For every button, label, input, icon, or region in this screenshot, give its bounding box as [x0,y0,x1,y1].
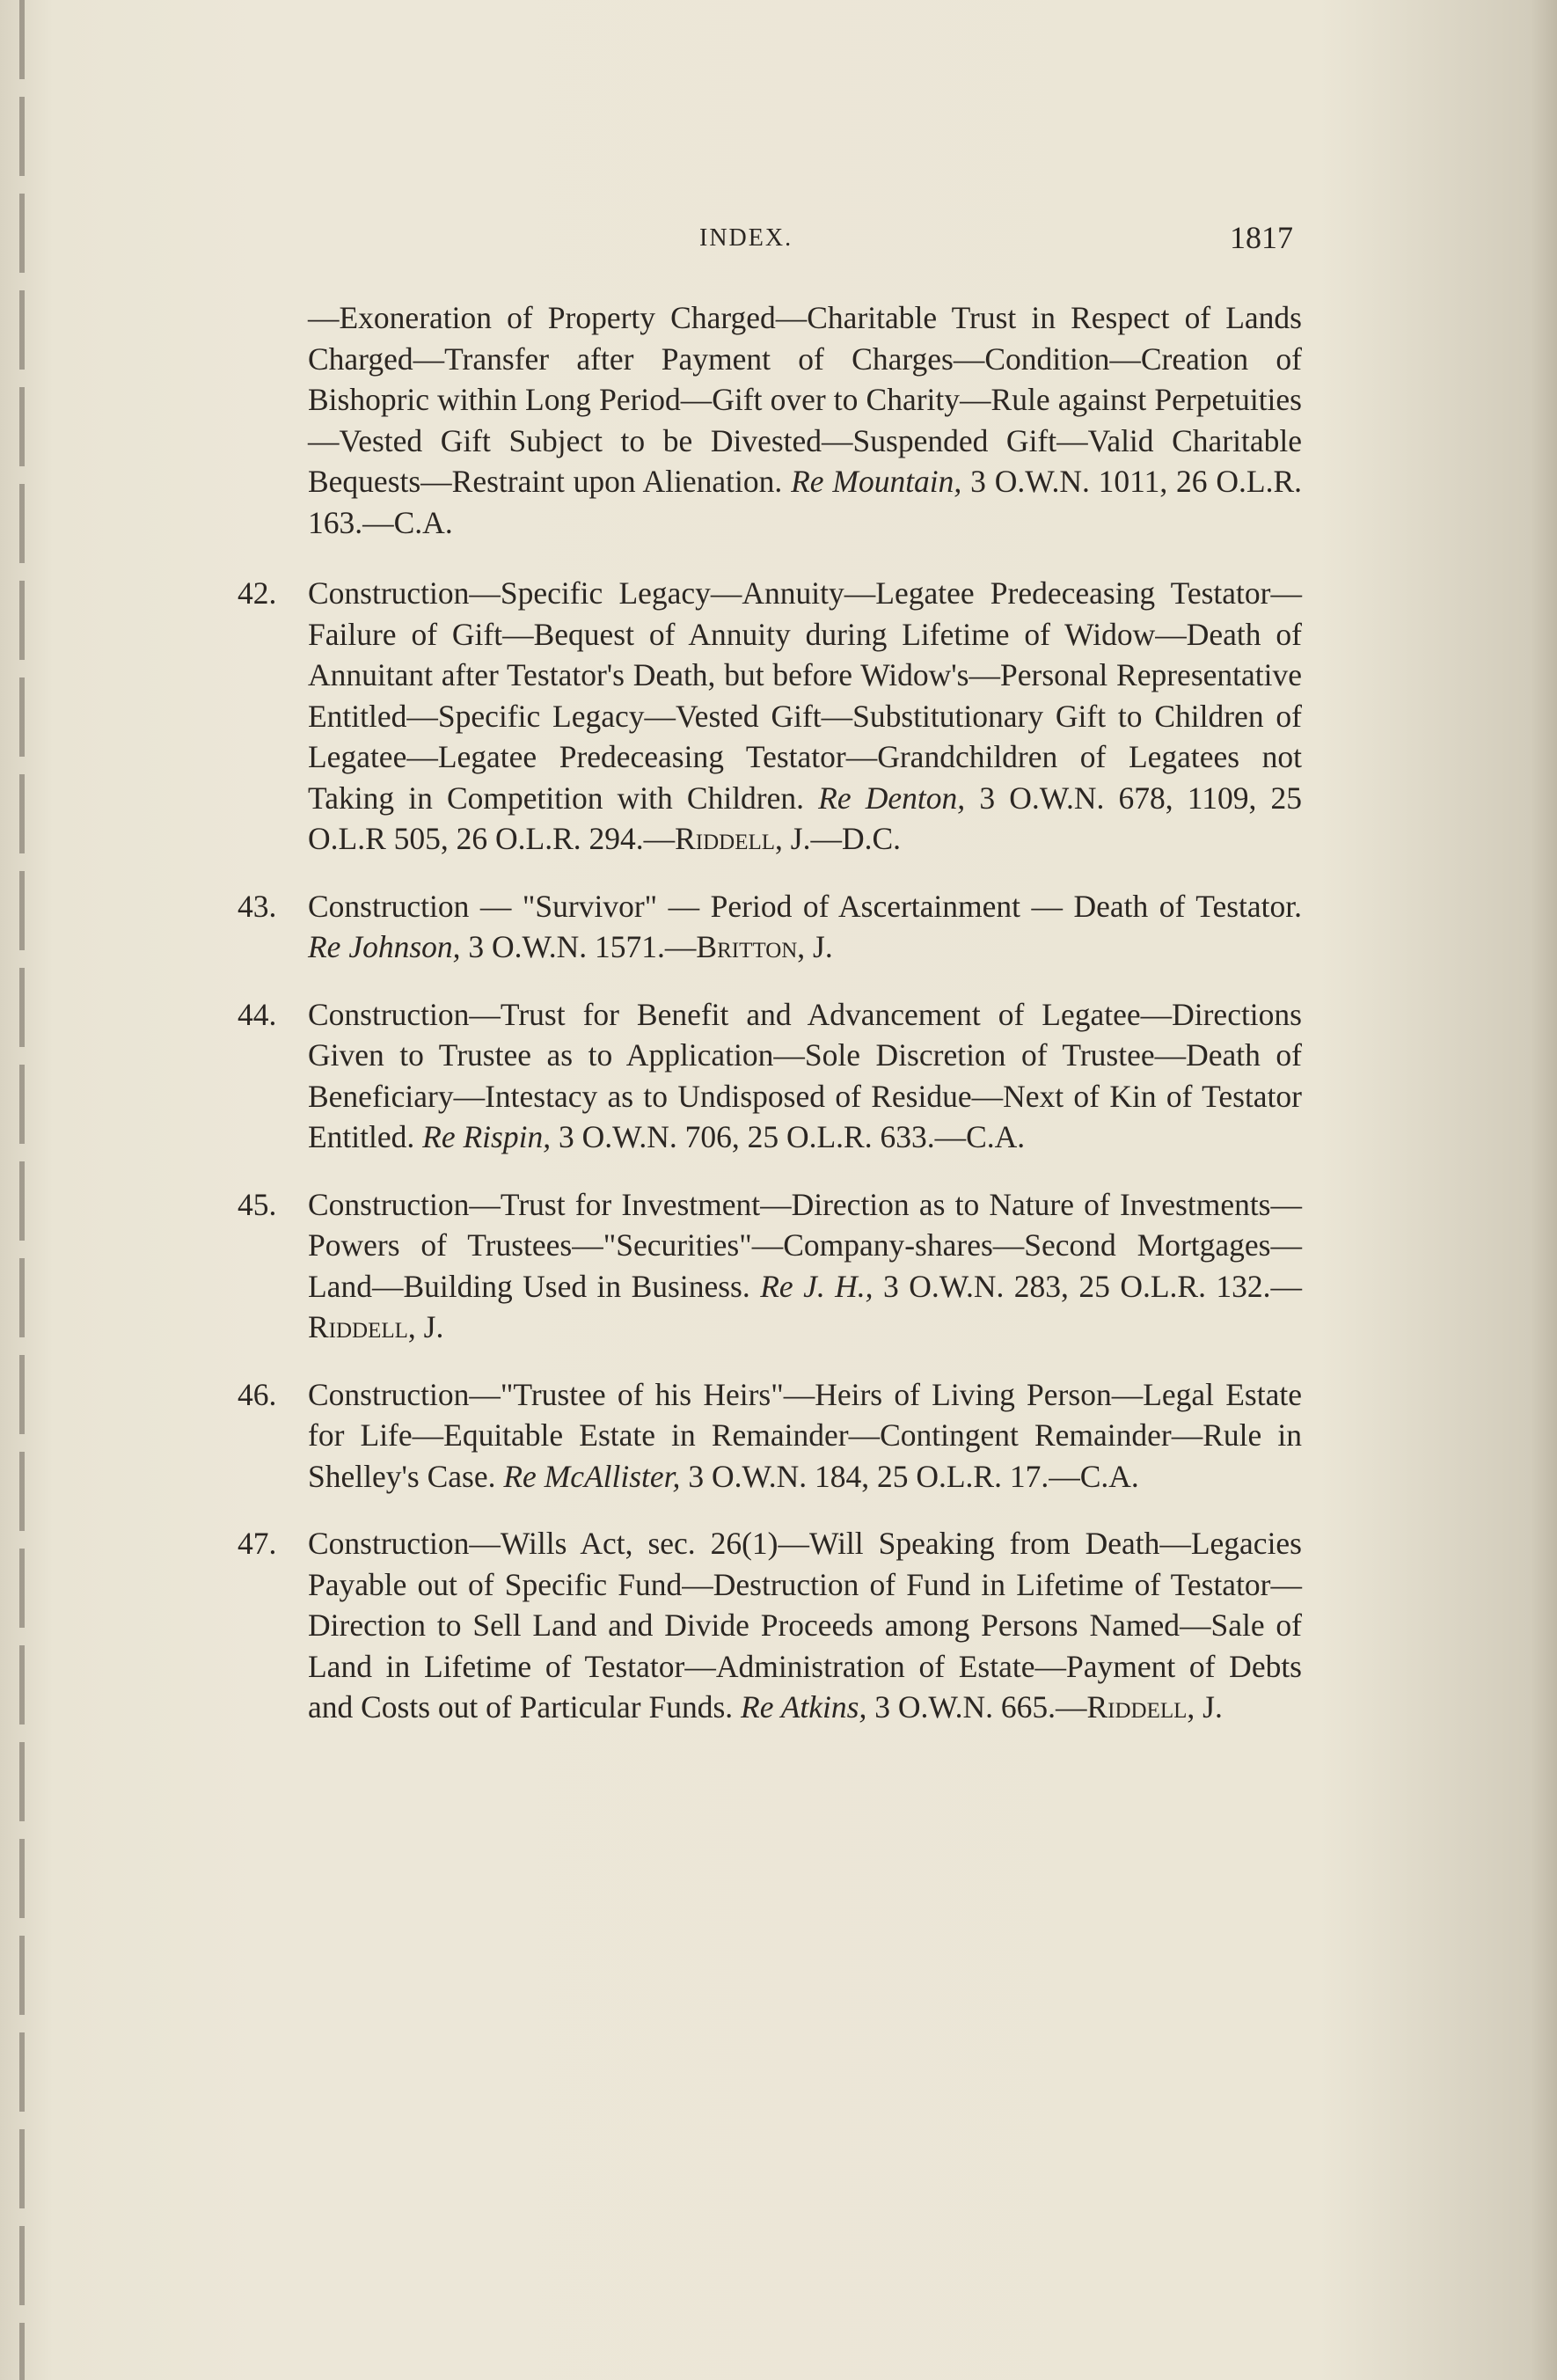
citation: 3 O.W.N. 283, 25 O.L.R. 132.— [883,1268,1303,1304]
judge: Riddell, J. [1086,1689,1223,1725]
entry-number: 44. [238,996,277,1032]
index-entry [238,994,1302,1158]
index-entry [238,1523,1302,1728]
entry-number: 43. [238,888,277,924]
citation: 3 O.W.N. 678, 1109, 25 O.L.R 505, 26 O.L.R. 294.— [308,780,1302,856]
page-header [308,220,1293,268]
case-name: Re Mountain, [791,464,962,499]
index-entry [238,297,1302,543]
judge: Riddell, J.—D.C. [675,821,902,856]
binding-gutter [19,0,25,2380]
entry-text: Construction—Wills Act, sec. 26(1)—Will Speaking from Death—Legacies Payable out of Specific Fund—Destruction of Fund in Lifetime of Testator—Direction to Sell Land and Divide Proceeds among Persons Named—Sale of Land in Lifetime of Testator—Administration of Estate—Payment of Debts and Costs out of Particular Funds. [308,1526,1302,1725]
running-title: INDEX. [699,224,793,252]
page-number: 1817 [1230,220,1293,255]
citation: 3 O.W.N. 706, 25 O.L.R. 633.—C.A. [558,1119,1026,1154]
case-name: Re Atkins, [741,1689,867,1725]
entry-text: —Exoneration of Property Charged—Charitable Trust in Respect of Lands Charged—Transfer after Payment of Charges—Condition—Creation of Bishopric within Long Period—Gift over to Charity—Rule against Perpetuities—Vested Gift Subject to be Divested—Suspended Gift—Valid Charitable Bequests—Restraint upon Alienation. [308,300,1302,499]
entry-number: 47. [238,1526,277,1561]
index-entry [238,573,1302,860]
citation: 3 O.W.N. 1011, 26 O.L.R. 163.—C.A. [308,464,1302,540]
index-entry [238,1184,1302,1348]
entry-number: 46. [238,1376,277,1412]
case-name: Re Johnson, [308,929,461,964]
citation: 3 O.W.N. 665.— [874,1689,1087,1725]
index-entry [238,886,1302,968]
citation: 3 O.W.N. 1571.— [468,929,697,964]
citation: 3 O.W.N. 184, 25 O.L.R. 17.—C.A. [688,1458,1139,1494]
entry-number: 42. [238,575,277,611]
index-entries [238,297,1302,1754]
judge: Britton, J. [696,929,833,964]
entry-text: Construction—Specific Legacy—Annuity—Legatee Predeceasing Testator—Failure of Gift—Bequest of Annuity during Lifetime of Widow—Death of Annuitant after Testator's Death, but before Widow's—Personal Representative Entitled—Specific Legacy—Vested Gift—Substitutionary Gift to Children of Legatee—Legatee Predeceasing Testator—Grandchildren of Legatees not Taking in Competition with Children. [308,575,1302,816]
entry-text: Construction—Trust for Benefit and Advancement of Legatee—Directions Given to Trustee as to Application—Sole Discretion of Trustee—Death of Beneficiary—Intestacy as to Undisposed of Residue—Next of Kin of Testator Entitled. [308,996,1302,1154]
case-name: Re Rispin, [422,1119,552,1154]
case-name: Re Denton, [818,780,966,816]
entry-text: Construction—"Trustee of his Heirs"—Heirs of Living Person—Legal Estate for Life—Equitable Estate in Remainder—Contingent Remainder—Rule in Shelley's Case. [308,1376,1302,1494]
entry-text: Construction—Trust for Investment—Direction as to Nature of Investments—Powers of Trustees—"Securities"—Company-shares—Second Mortgages—Land—Building Used in Business. [308,1186,1302,1304]
case-name: Re J. H., [760,1268,874,1304]
index-entry [238,1374,1302,1498]
entry-number: 45. [238,1186,277,1222]
case-name: Re McAllister, [503,1458,681,1494]
judge: Riddell, J. [308,1309,444,1344]
entry-text: Construction — "Survivor" — Period of Ascertainment — Death of Testator. [308,888,1302,924]
